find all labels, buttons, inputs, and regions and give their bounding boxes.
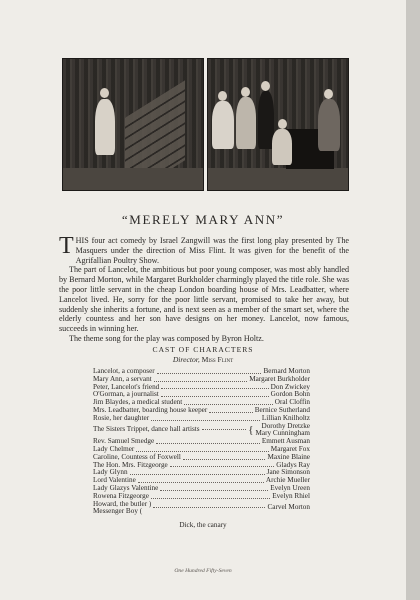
cast-role: Messenger Boy ( bbox=[93, 507, 143, 516]
cast-actor: Bernard Morton bbox=[263, 367, 310, 375]
actress-head bbox=[324, 89, 333, 99]
actress-figure bbox=[212, 101, 234, 149]
stage-floor bbox=[63, 168, 203, 190]
actress-figure bbox=[318, 99, 340, 151]
cast-actor: Evelyn Ureen bbox=[270, 483, 310, 492]
cast-actor: Emmett Ausman bbox=[261, 437, 310, 446]
dot-leader bbox=[151, 420, 260, 421]
dot-leader bbox=[184, 404, 273, 405]
dot-leader bbox=[161, 396, 269, 397]
cast-role: O'Gorman, a journalist bbox=[93, 390, 159, 399]
cast-actor: Evelyn Rhiel bbox=[272, 491, 310, 500]
cast-role: Caroline, Countess of Foxwell bbox=[93, 452, 181, 461]
dot-leader bbox=[160, 490, 268, 491]
dot-leader bbox=[183, 459, 266, 460]
page-number: One Hundred Fifty-Seven bbox=[174, 568, 232, 574]
cast-actor: Dorothy Dretzke bbox=[261, 421, 310, 430]
play-title: “MERELY MARY ANN” bbox=[121, 212, 285, 227]
cast-row bbox=[93, 501, 310, 517]
actor-head bbox=[261, 81, 270, 91]
actress-head bbox=[100, 88, 109, 98]
cast-role: Lord Valentine bbox=[93, 476, 136, 485]
cast-role: Jim Blaydes, a medical student bbox=[93, 398, 183, 407]
dot-leader bbox=[170, 466, 275, 467]
cast-actor: Archie Mueller bbox=[265, 476, 310, 485]
dot-leader bbox=[138, 482, 264, 483]
director-name: Miss Flint bbox=[201, 355, 234, 364]
brace-mark: { bbox=[248, 423, 254, 436]
stage-photo-piano bbox=[207, 58, 349, 191]
page-edge bbox=[406, 0, 420, 600]
actress-head bbox=[218, 91, 227, 101]
cast-role: Mrs. Leadbatter, boarding house keeper bbox=[93, 405, 208, 414]
cast-actor: Carvel Morton bbox=[267, 503, 310, 512]
play-description bbox=[59, 233, 349, 344]
dot-leader bbox=[153, 507, 265, 508]
cast-role: Lady Glynn bbox=[93, 468, 128, 477]
pianist-figure bbox=[272, 129, 292, 165]
cast-actor: Bernice Sutherland bbox=[254, 405, 310, 414]
cast-actor: Gladys Ray bbox=[276, 460, 310, 469]
cast-actor: Gordon Bohn bbox=[270, 390, 310, 399]
dot-leader bbox=[154, 381, 248, 382]
cast-role: Rev. Samuel Smedge bbox=[93, 437, 155, 446]
dot-leader bbox=[151, 498, 270, 499]
cast-role: Peter, Lancelot's friend bbox=[93, 382, 160, 391]
paragraph-2: The part of Lancelot, the ambitious but poor young composer, was most ably handled by Bernard Morton, while Margaret Burkholder charmingly played the title role. She was the poor little servant in the cheap London boarding house of Mrs. Leadbatter, where Lancelot lived. He, sorry for the poor little servant, promised to take her away, but suddenly she inherits a fortune, and is next seen as a member of the smart set, where the elderly countess and her son have designs on her money. Lancelot, now famous, succeeds in winning her. bbox=[59, 265, 349, 334]
cast-actor: Margaret Fox bbox=[270, 444, 310, 453]
actress-figure bbox=[95, 99, 115, 155]
cast-list bbox=[93, 368, 310, 516]
cast-actor: Don Zwickey bbox=[270, 382, 310, 391]
cast-actor: Oral Cloffin bbox=[274, 398, 310, 407]
cast-role: Mary Ann, a servant bbox=[93, 374, 152, 383]
cast-role: Rowena Fitzgeorge bbox=[93, 491, 149, 500]
cast-role: The Hon. Mrs. Fitzgeorge bbox=[93, 460, 168, 469]
cast-role-pair bbox=[93, 501, 151, 517]
cast-role: Howard, the butler ) bbox=[93, 499, 152, 508]
cast-heading: CAST OF CHARACTERS bbox=[152, 345, 254, 354]
cast-actor: Maxine Blaine bbox=[267, 452, 310, 461]
dot-leader bbox=[209, 412, 252, 413]
cast-role: The Sisters Trippet, dance hall artists bbox=[93, 425, 200, 434]
cast-actor-pair bbox=[256, 423, 311, 439]
cast-actor: Jane Simonson bbox=[266, 468, 310, 477]
dot-leader bbox=[157, 373, 262, 374]
dot-leader bbox=[161, 388, 268, 389]
director-label: Director, bbox=[172, 355, 200, 364]
cast-role: Lady Chelmer bbox=[93, 444, 135, 453]
dot-leader bbox=[156, 443, 260, 444]
cast-actor: Lillian Knilholtz bbox=[261, 413, 310, 422]
drop-cap: T bbox=[59, 233, 74, 259]
pianist-head bbox=[278, 119, 287, 129]
cast-role: Lancelot, a composer bbox=[93, 367, 155, 375]
cast-row bbox=[93, 423, 310, 439]
stage-photo-staircase bbox=[62, 58, 204, 191]
dot-leader bbox=[136, 451, 268, 452]
actress-head bbox=[241, 87, 250, 97]
cast-actor: Mary Cunningham bbox=[255, 429, 310, 438]
paragraph-1 bbox=[59, 233, 349, 265]
cast-role: Lady Glazys Valentine bbox=[93, 483, 159, 492]
canary-note: Dick, the canary bbox=[179, 521, 227, 529]
actress-figure bbox=[236, 97, 256, 149]
paragraph-1-text: HIS four act comedy by Israel Zangwill was the first long play presented by The Masquers under the direction of Miss Flint. It was given for the benefit of the Agrifallian Poultry Show. bbox=[75, 236, 349, 265]
dot-leader bbox=[202, 429, 247, 430]
director-line bbox=[0, 355, 406, 364]
cast-actor: Margaret Burkholder bbox=[249, 374, 310, 383]
paragraph-3: The theme song for the play was composed by Byron Holtz. bbox=[69, 333, 264, 343]
cast-role: Rosie, her daughter bbox=[93, 413, 150, 422]
dot-leader bbox=[130, 474, 265, 475]
stage-floor bbox=[208, 168, 348, 190]
